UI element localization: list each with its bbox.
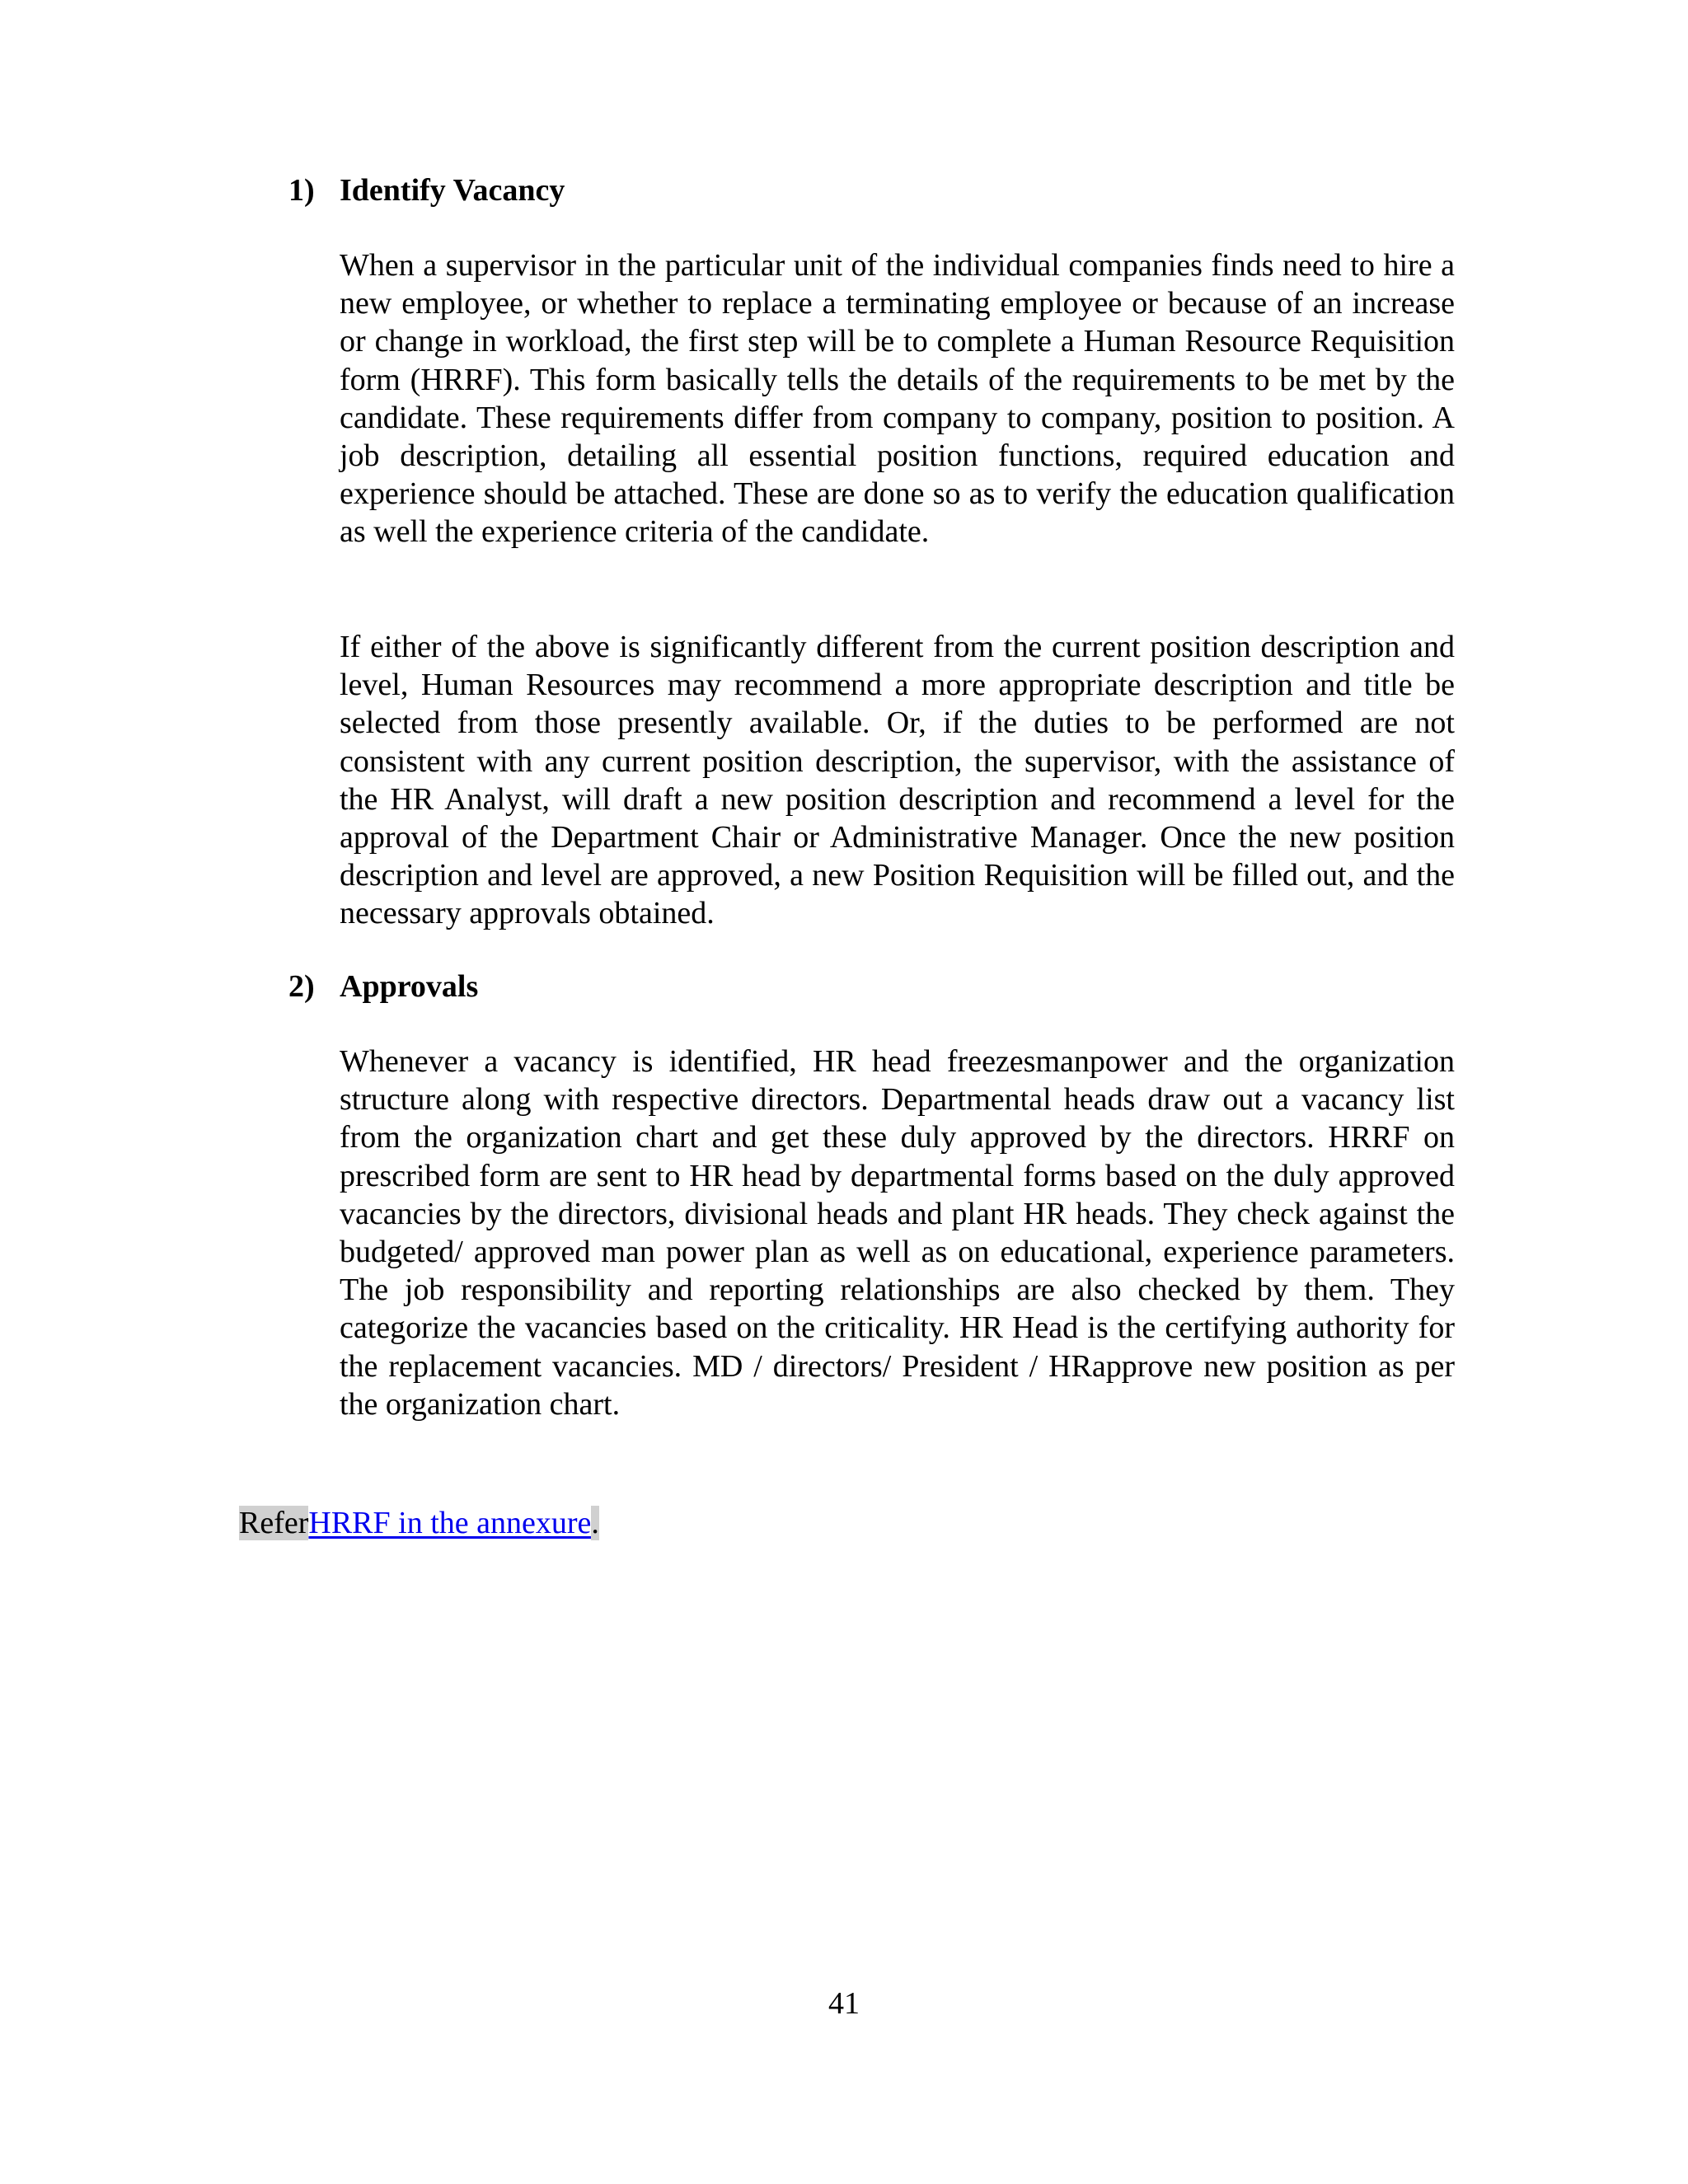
section-title: Identify Vacancy (340, 173, 565, 208)
paragraph: When a supervisor in the particular unit of the individual companies finds need to hire a new employee, or whether to replace a terminating employee or because of an increase or change in workload, the first step will be to complete a Human Resource Requisition form (HRRF). This form basically tells the details of the requirements to be met by the candidate. These requirements differ from company to company, position to position. A job description, detailing all essential position functions, required education and experience should be attached. These are done so as to verify the education qualification as well the experience criteria of the candidate. (340, 248, 1455, 550)
refer-annexure-line (239, 1504, 599, 1542)
page-number: 41 (828, 1986, 860, 2021)
section-number: 1) (288, 173, 315, 208)
section-heading (288, 968, 478, 1005)
hrrf-annexure-link[interactable]: HRRF in the annexure (308, 1506, 592, 1540)
paragraph: Whenever a vacancy is identified, HR head freezesmanpower and the organization structure along with respective directors. Departmental heads draw out a vacancy list from the organization chart and get these duly approved by the directors. HRRF on prescribed form are sent to HR head by departmental forms based on the duly approved vacancies by the directors, divisional heads and plant HR heads. They check against the budgeted/ approved man power plan as well as on educational, experience parameters. The job responsibility and reporting relationships are also checked by them. They categorize the vacancies based on the criticality. HR Head is the certifying authority for the replacement vacancies. MD / directors/ President / HRapprove new position as per the organization chart. (340, 1044, 1455, 1422)
section-title: Approvals (340, 969, 479, 1004)
refer-prefix: Refer (239, 1506, 309, 1540)
section-number: 2) (288, 969, 315, 1004)
section-heading (288, 171, 565, 209)
refer-suffix: . (591, 1506, 599, 1540)
paragraph: If either of the above is significantly different from the current position description and level, Human Resources may recommend a more appropriate description and title be selected from those presently available. Or, if the duties to be performed are not consistent with any current position description, the supervisor, with the assistance of the HR Analyst, will draft a new position description and recommend a level for the approval of the Department Chair or Administrative Manager. Once the new position description and level are approved, a new Position Requisition will be filled out, and the necessary approvals obtained. (340, 630, 1455, 931)
